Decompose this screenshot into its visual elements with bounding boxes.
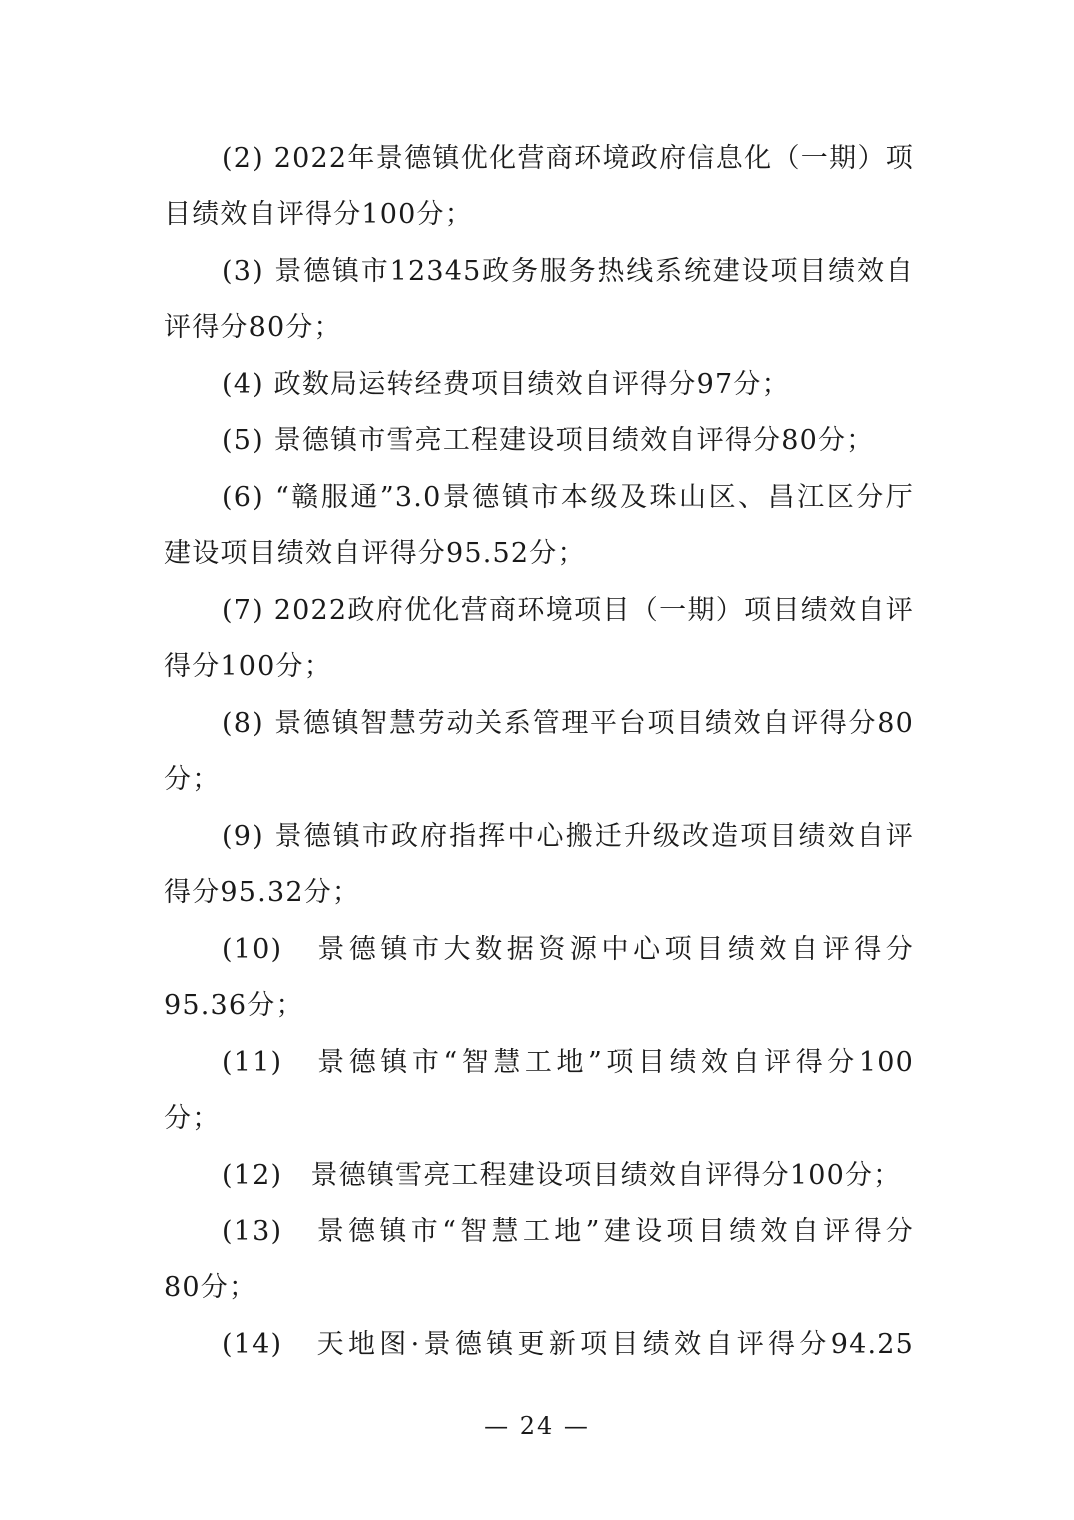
item-7-line-1: (7) 2022政府优化营商环境项目（一期）项目绩效自评 xyxy=(222,595,914,626)
item-10-line-2: 95.36分； xyxy=(164,990,304,1021)
item-13-line-1: (13) 景德镇市“智慧工地”建设项目绩效自评得分 xyxy=(222,1216,914,1247)
item-12-line-1: (12) 景德镇雪亮工程建设项目绩效自评得分100分； xyxy=(222,1160,902,1191)
item-6-line-2: 建设项目绩效自评得分95.52分； xyxy=(164,538,586,569)
item-14-line-1: (14) 天地图·景德镇更新项目绩效自评得分94.25 xyxy=(222,1329,914,1360)
item-9-line-1: (9) 景德镇市政府指挥中心搬迁升级改造项目绩效自评 xyxy=(222,821,914,852)
item-10-line-1: (10) 景德镇市大数据资源中心项目绩效自评得分 xyxy=(222,934,914,965)
item-2-line-1: (2) 2022年景德镇优化营商环境政府信息化（一期）项 xyxy=(222,143,914,174)
item-13-line-2: 80分； xyxy=(164,1272,258,1303)
item-8-line-1: (8) 景德镇智慧劳动关系管理平台项目绩效自评得分80 xyxy=(222,708,914,739)
item-11-line-2: 分； xyxy=(164,1103,221,1134)
item-8-line-2: 分； xyxy=(164,764,221,795)
item-6-line-1: (6) “赣服通”3.0景德镇市本级及珠山区、昌江区分厅 xyxy=(222,482,914,513)
item-11-line-1: (11) 景德镇市“智慧工地”项目绩效自评得分100 xyxy=(222,1047,914,1078)
item-3-line-2: 评得分80分； xyxy=(164,312,342,343)
item-7-line-2: 得分100分； xyxy=(164,651,332,682)
item-4-line-1: (4) 政数局运转经费项目绩效自评得分97分； xyxy=(222,369,790,400)
page-number: — 24 — xyxy=(484,1412,590,1440)
item-5-line-1: (5) 景德镇市雪亮工程建设项目绩效自评得分80分； xyxy=(222,425,875,456)
item-9-line-2: 得分95.32分； xyxy=(164,877,361,908)
item-2-line-2: 目绩效自评得分100分； xyxy=(164,199,473,230)
item-3-line-1: (3) 景德镇市12345政务服务热线系统建设项目绩效自 xyxy=(222,256,914,287)
